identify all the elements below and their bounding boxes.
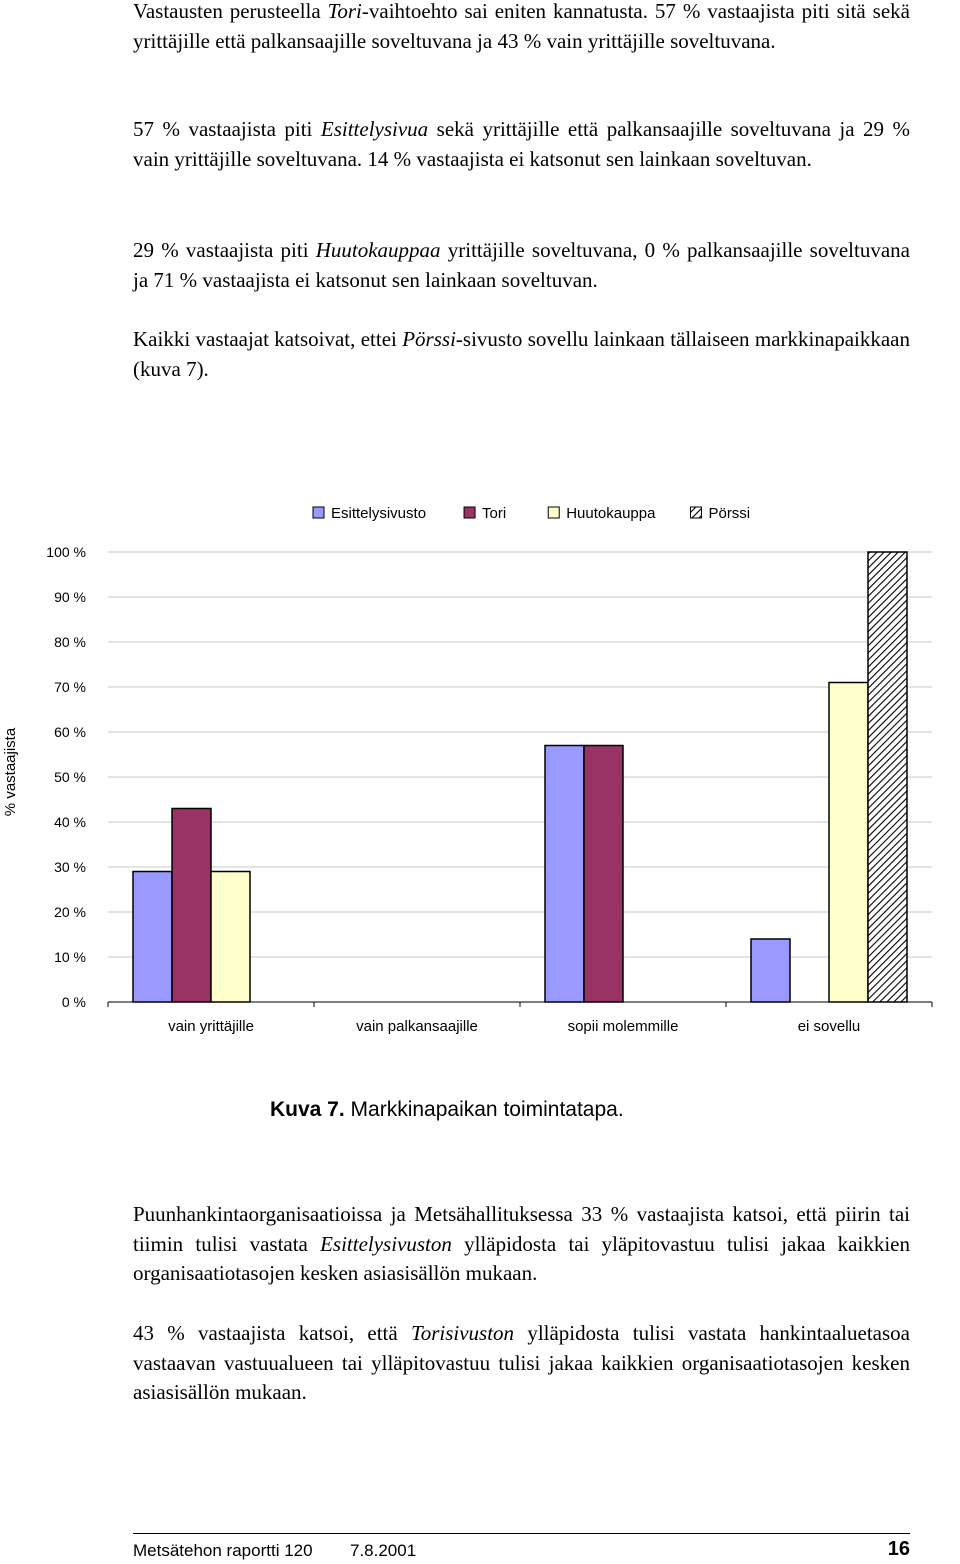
bar-pörssi: [868, 552, 907, 1002]
text-span: Kaikki vastaajat katsoivat, ettei: [133, 327, 403, 351]
text-span: ylläpidosta tulisi vastata hankintaaluetasoa vastaavan vastuualueen tai ylläpitovastuu tulisi jakaa kaikkien organisaatiotasojen kesken asiasisällön mukaan.: [133, 1321, 910, 1404]
legend-label: Tori: [482, 505, 507, 522]
bar-esittelysivusto: [751, 939, 790, 1002]
paragraph-4: [133, 325, 910, 384]
emphasis: Huutokauppaa: [315, 238, 441, 262]
page-number: 16: [887, 1538, 910, 1560]
chart-legend: [313, 505, 750, 522]
y-tick-label: 10 %: [54, 949, 86, 965]
caption-text: Markkinapaikan toimintatapa.: [344, 1098, 624, 1121]
paragraph-3: [133, 236, 910, 295]
bar-esittelysivusto: [545, 746, 584, 1003]
x-tick-label: vain palkansaajille: [356, 1018, 478, 1035]
x-axis: [108, 1002, 932, 1035]
paragraph-2: [133, 115, 910, 174]
text-span: Vastausten perusteella: [133, 0, 328, 23]
y-tick-label: 30 %: [54, 859, 86, 875]
y-tick-label: 90 %: [54, 589, 86, 605]
legend-swatch: [690, 507, 701, 518]
emphasis: Esittelysivua: [320, 117, 429, 141]
paragraph-1: [133, 0, 910, 56]
text-span: 57 % vastaajista piti: [133, 117, 321, 141]
figure-caption: [270, 1098, 624, 1122]
text-span: -vaihtoehto sai eniten kannatusta. 57 % vastaajista piti sitä sekä yrittäjille että palkansaajille soveltuvana ja 43 % vain yrittäjille soveltuvana.: [133, 0, 910, 53]
x-tick-label: ei sovellu: [797, 1018, 861, 1035]
y-tick-label: 20 %: [54, 904, 86, 920]
footer-date: 7.8.2001: [350, 1541, 417, 1560]
footer-report: Metsätehon raportti 120: [133, 1541, 313, 1560]
y-tick-label: 40 %: [54, 814, 86, 830]
y-axis-label: % vastaajista: [2, 727, 19, 817]
caption-label: Kuva 7.: [270, 1098, 345, 1121]
bar-huutokauppa: [829, 683, 868, 1003]
legend-swatch: [313, 507, 324, 518]
footer-divider: [133, 1533, 910, 1534]
y-tick-label: 50 %: [54, 769, 86, 785]
legend-label: Esittelysivusto: [331, 505, 427, 522]
y-tick-label: 0 %: [61, 994, 86, 1010]
text-span: 29 % vastaajista piti: [133, 238, 316, 262]
text-span: ylläpidosta tai yläpitovastuu tulisi jakaa kaikkien organisaatiotasojen kesken asiasisällön mukaan.: [133, 1231, 910, 1285]
bar-chart: [0, 490, 960, 1050]
bar-tori: [584, 746, 623, 1003]
bar-huutokauppa: [211, 872, 250, 1003]
legend-swatch: [548, 507, 559, 518]
text-span: sekä yrittäjille että palkansaajille soveltuvana ja 29 % vain yrittäjille soveltuvana. 14 % vastaajista ei katsonut sen lainkaan soveltuvan.: [133, 117, 910, 171]
paragraph-5: [133, 1200, 910, 1289]
emphasis: Pörssi: [402, 327, 456, 351]
emphasis: Esittelysivuston: [320, 1231, 452, 1256]
y-tick-label: 100 %: [46, 544, 86, 560]
bar-esittelysivusto: [133, 872, 172, 1003]
y-tick-label: 80 %: [54, 634, 86, 650]
x-tick-label: vain yrittäjille: [168, 1018, 254, 1035]
legend-label: Huutokauppa: [566, 505, 656, 522]
text-span: -sivusto sovellu lainkaan tällaiseen markkinapaikkaan (kuva 7).: [133, 327, 910, 381]
legend-swatch: [464, 507, 475, 518]
y-tick-label: 60 %: [54, 724, 86, 740]
text-span: yrittäjille soveltuvana, 0 % palkansaajille soveltuvana ja 71 % vastaajista ei katsonut sen lainkaan soveltuvan.: [133, 238, 910, 292]
emphasis: Tori: [327, 0, 362, 23]
text-span: 43 % vastaajista katsoi, että: [133, 1321, 411, 1345]
paragraph-6: [133, 1319, 910, 1408]
emphasis: Torisivuston: [410, 1321, 515, 1345]
text-span: Puunhankintaorganisaatioissa ja Metsähallituksessa 33 % vastaajista katsoi, että piirin tai tiimin tulisi vastata: [133, 1202, 910, 1256]
x-tick-label: sopii molemmille: [567, 1018, 679, 1035]
y-tick-label: 70 %: [54, 679, 86, 695]
bar-tori: [172, 809, 211, 1003]
legend-label: Pörssi: [708, 505, 751, 522]
